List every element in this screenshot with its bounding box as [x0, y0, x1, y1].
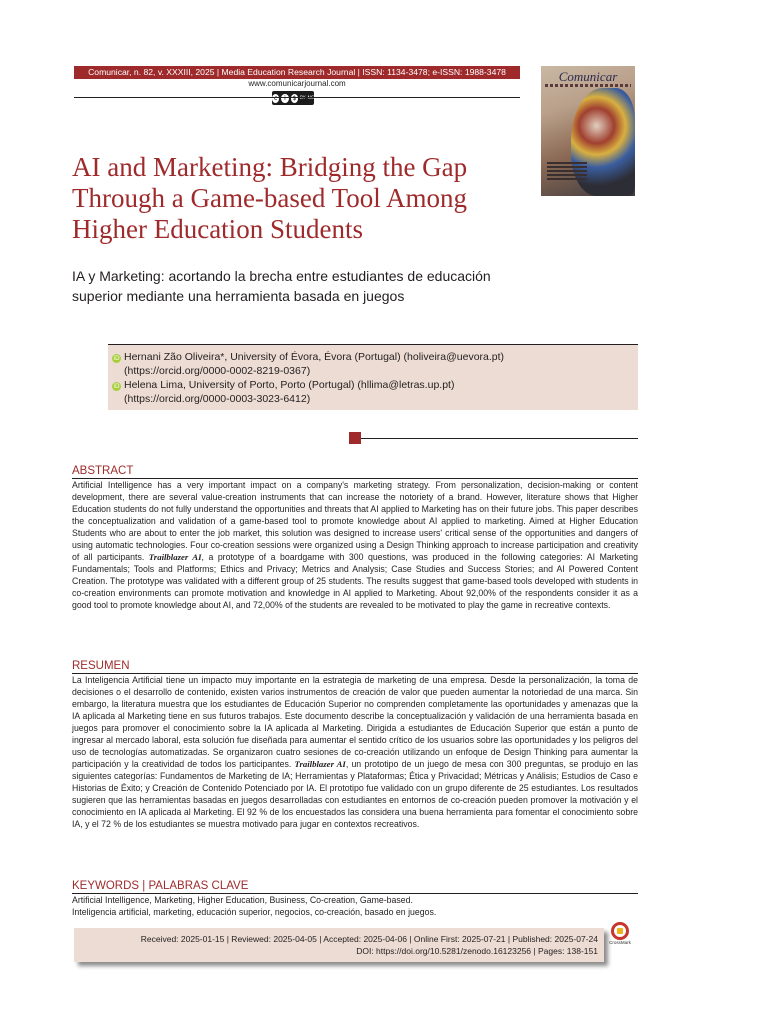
divider-line	[361, 438, 638, 439]
license-label-nc: NC	[307, 95, 314, 101]
nc-icon: $	[292, 94, 297, 102]
publication-dates: Received: 2025-01-15 | Reviewed: 2025-04-05 | Accepted: 2025-04-06 | Online First: 2025-07-21 | Published: 2025-07-24	[140, 934, 598, 944]
cover-title: Comunicar	[558, 69, 618, 84]
crossmark-label: CrossMark	[609, 940, 631, 945]
resumen-text: La Inteligencia Artificial tiene un impacto muy importante en la estrategia de marketing de una empresa. Desde la personalización, la toma de decisiones o el desarrollo de contenido, existen varios instrumentos de creación de valor que pueden aumentar la notoriedad de una marca. Sin embargo, la literatura muestra que los estudiantes de Educación Superior no comprenden completamente las oportunidades y amenazas que la IA aplicada al Marketing tiene en sus futuros trabajos. Este documento describe la conceptualización y validación de una herramienta basada en juegos para promover el conocimiento sobre la IA aplicada al Marketing. Dirigida a estudiantes de Educación Superior que están a punto de ingresar al mercado laboral, esta solución fue diseñada para aumentar el sentido crítico de los usuarios sobre las oportunidades y los peligros del uso de tecnologías automatizadas. Se organizaron cuatro sesiones de co-creación utilizando un enfoque de Design Thinking para aumentar la participación y la creatividad de todos los participantes. Trailblazer AI, un prototipo de un juego de mesa con 300 preguntas, se produjo en las siguientes categorías: Fundamentos de Marketing de IA; Herramientas y Plataformas; Ética y Privacidad; Métricas y Análisis; Estudios de Caso e Historias de Éxito; y Creación de Contenido Potenciado por IA. El prototipo fue validado con un grupo diferente de 25 estudiantes. Los resultados sugieren que las herramientas basadas en juegos desarrolladas con estudiantes en entornos de co-creación pueden promover la motivación y el conocimiento en IA aplicada al Marketing. El 92 % de los encuestados las considera una buena herramienta para fomentar el conocimiento sobre IA, y el 72 % de los estudiantes se muestra motivado para jugar en contextos recreativos.	[72, 675, 638, 829]
cc-icon: c	[273, 94, 278, 102]
journal-cover-thumbnail	[541, 66, 635, 196]
divider-square-icon	[349, 432, 361, 444]
keywords-en: Artificial Intelligence, Marketing, Higher Education, Business, Co-creation, Game-based.	[72, 895, 413, 905]
journal-url[interactable]: www.comunicarjournal.com	[248, 79, 346, 88]
author-2	[112, 378, 632, 392]
journal-banner: Comunicar, n. 82, v. XXXIII, 2025 | Media Education Research Journal | ISSN: 1134-3478; e-ISSN: 1988-3478	[74, 66, 520, 79]
tool-name: Trailblazer AI	[294, 759, 346, 769]
authors-box	[108, 344, 638, 410]
article-subtitle-es: IA y Marketing: acortando la brecha entre estudiantes de educación superior mediante una herramienta basada en juegos	[72, 268, 491, 304]
abstract-heading: ABSTRACT	[72, 465, 134, 477]
crossmark-icon	[611, 922, 629, 940]
author-2-orcid[interactable]: (https://orcid.org/0000-0003-3023-6412)	[124, 393, 311, 405]
abstract-text: Artificial Intelligence has a very important impact on a company's marketing strategy. From personalization, decision-making or content development, there are several value-creation instruments that can increase the notoriety of a brand. However, literature shows that Higher Education students do not fully understand the opportunities and threats that AI applied to Marketing has on their future jobs. This paper describes the conceptualization and validation of a game-based tool to promote knowledge about AI applied to marketing. Aimed at Higher Education Students who are about to enter the job market, this solution was designed to increase users' critical sense of the opportunities and dangers of using automatic technologies. Four co-creation sessions were organized using a Design Thinking approach to increase participation and creativity of all participants. Trailblazer AI, a prototype of a boardgame with 300 questions, was produced in the following categories: AI Marketing Fundamentals; Tools and Platforms; Ethics and Privacy; Metrics and Analysis; Case Studies and Success Stories; and AI Powered Content Creation. The prototype was validated with a different group of 25 students. The results suggest that game-based tools developed with students in co-creation environments can promote motivation and knowledge in AI applied to Marketing. About 92,00% of the respondents consider it as a good tool to promote knowledge about AI, and 72,00% of the students are revealed to be motivated to play the game in recreative contexts.	[72, 480, 638, 610]
by-icon: i	[281, 94, 288, 103]
crossmark-badge[interactable]	[606, 922, 634, 956]
article-title: AI and Marketing: Bridging the Gap Through a Game-based Tool Among Higher Education Students	[72, 152, 468, 244]
author-1-info: Hernani Zão Oliveira*, University of Évora, Évora (Portugal) (holiveira@uevora.pt)	[124, 351, 505, 363]
resumen-heading: RESUMEN	[72, 660, 130, 672]
header-rule	[74, 97, 520, 98]
doi-pages[interactable]: DOI: https://doi.org/10.5281/zenodo.16123256 | Pages: 138-151	[356, 946, 598, 956]
author-1-orcid[interactable]: (https://orcid.org/0000-0002-8219-0367)	[124, 365, 311, 377]
author-1	[112, 350, 632, 364]
orcid-icon[interactable]: iD	[113, 355, 120, 362]
cover-subtitle	[545, 84, 631, 87]
license-label-by: BY	[299, 95, 306, 101]
tool-name: Trailblazer AI	[148, 552, 202, 562]
cc-license-badge[interactable]	[272, 91, 314, 105]
keywords-es: Inteligencia artificial, marketing, educación superior, negocios, co-creación, basado en juegos.	[72, 907, 437, 917]
cover-text-lines	[547, 162, 587, 182]
orcid-icon[interactable]: iD	[113, 383, 120, 390]
publication-info-box	[74, 928, 604, 962]
keywords-heading: KEYWORDS | PALABRAS CLAVE	[72, 880, 249, 892]
author-2-info: Helena Lima, University of Porto, Porto (Portugal) (hllima@letras.up.pt)	[124, 379, 455, 391]
